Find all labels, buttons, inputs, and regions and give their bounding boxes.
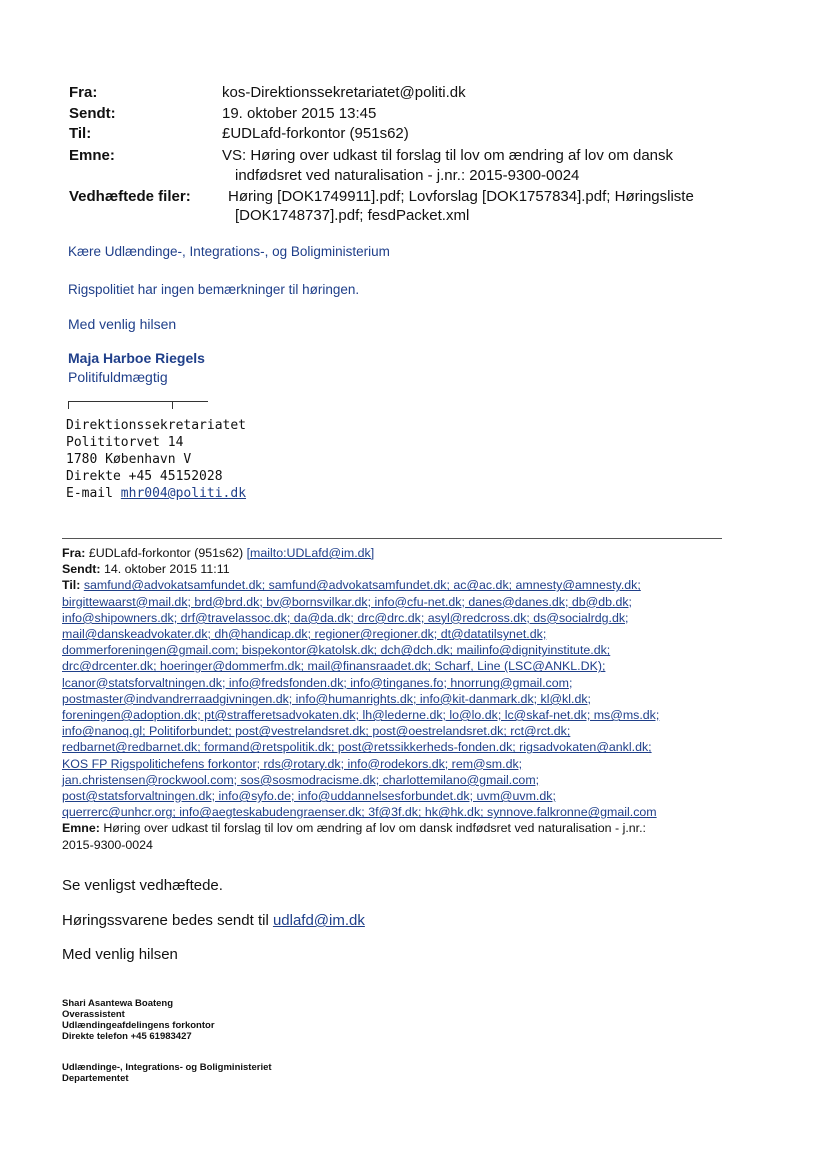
to-value: £UDLafd-forkontor (951s62) xyxy=(222,125,409,142)
fwd-sent-value: 14. oktober 2015 11:11 xyxy=(100,562,230,577)
fwd-sent-line xyxy=(62,561,762,577)
signature-rule-tick xyxy=(172,401,173,409)
message-line-1: Se venligst vedhæftede. xyxy=(62,877,223,894)
sender-email-link[interactable]: mhr004@politi.dk xyxy=(120,486,247,501)
signature-rule xyxy=(68,401,208,402)
reply-body: Rigspolitiet har ingen bemærkninger til høringen. xyxy=(68,282,360,297)
fwd-mailto-link[interactable]: [mailto:UDLafd@im.dk] xyxy=(246,546,375,560)
recipient-list-line[interactable]: lcanor@statsforvaltningen.dk; info@fredsfonden.dk; info@tinganes.fo; hnorrung@gmail.com; xyxy=(62,675,573,690)
attachments-label: Vedhæftede filer: xyxy=(69,188,191,205)
reply-greeting: Kære Udlændinge-, Integrations-, og Boligministerium xyxy=(68,244,390,259)
recipient-list-line[interactable]: samfund@advokatsamfundet.dk; samfund@advokatsamfundet.dk; ac@ac.dk; amnesty@amnesty.dk; xyxy=(83,578,641,593)
message-line-2 xyxy=(62,912,365,929)
attachments-line-2: [DOK1748737].pdf; fesdPacket.xml xyxy=(235,207,470,224)
sent-value: 19. oktober 2015 13:45 xyxy=(222,105,377,122)
response-email-link[interactable]: udlafd@im.dk xyxy=(272,912,365,929)
forward-separator xyxy=(62,538,722,539)
ministry-name: Udlændinge-, Integrations- og Boligministeriet xyxy=(62,1062,272,1073)
fwd-from-line xyxy=(62,545,762,561)
address-line: Direktionssekretariatet xyxy=(66,418,247,433)
recipient-list-line[interactable]: dommerforeningen@gmail.com; bispekontor@katolsk.dk; dch@dch.dk; mailinfo@dignityinstitute.dk; xyxy=(62,643,611,658)
recipient-list-line[interactable]: info@shipowners.dk; drf@travelassoc.dk; da@da.dk; drc@drc.dk; asyl@redcross.dk; ds@socialrdg.dk; xyxy=(62,610,629,625)
recipient-list-line[interactable]: foreningen@adoption.dk; pt@strafferetsadvokaten.dk; lh@lederne.dk; lo@lo.dk; lc@skaf-net.dk; ms@ms.dk; xyxy=(62,708,660,723)
signature-dept: Udlændingeafdelingens forkontor xyxy=(62,1020,215,1031)
address-line: 1780 København V xyxy=(66,452,192,467)
message-line-2-text: Høringssvarene bedes sendt til xyxy=(62,912,273,929)
address-line: Direkte +45 45152028 xyxy=(66,469,223,484)
ministry-unit: Departementet xyxy=(62,1073,129,1084)
signature-rule-tick xyxy=(68,401,69,409)
sender-name: Maja Harboe Riegels xyxy=(68,350,205,366)
fwd-from-label: Fra: xyxy=(62,546,86,560)
subject-line-1: VS: Høring over udkast til forslag til lov om ændring af lov om dansk xyxy=(222,147,674,164)
to-label: Til: xyxy=(69,125,92,142)
ministry-block xyxy=(62,1062,272,1084)
recipient-list-line[interactable]: mail@danskeadvokater.dk; dh@handicap.dk; regioner@regioner.dk; dt@datatilsynet.dk; xyxy=(62,627,547,642)
recipient-list-line[interactable]: postmaster@indvandrerraadgivningen.dk; info@humanrights.dk; info@kit-danmark.dk; kl@kl.dk; xyxy=(62,691,591,706)
signature-phone: Direkte telefon +45 61983427 xyxy=(62,1031,192,1042)
email-line xyxy=(66,485,246,502)
fwd-to-line xyxy=(62,577,762,593)
sent-label: Sendt: xyxy=(69,105,116,122)
recipient-list-line[interactable]: info@nanoq.gl; Politiforbundet; post@vestrelandsret.dk; post@oestrelandsret.dk; rct@rct.dk; xyxy=(62,724,571,739)
fwd-subject-value: Høring over udkast til forslag til lov om ændring af lov om dansk indfødsret ved naturalisation - j.nr.: xyxy=(99,821,646,836)
forwarded-header xyxy=(62,545,762,853)
fwd-subject-label: Emne: xyxy=(62,821,100,836)
fwd-from-value: £UDLafd-forkontor (951s62) xyxy=(88,546,247,560)
signature-block xyxy=(62,998,215,1042)
recipient-list-line[interactable]: drc@drcenter.dk; hoeringer@dommerfm.dk; mail@finansraadet.dk; Scharf, Line (LSC@ANKL.DK); xyxy=(62,659,606,674)
subject-line-2: indfødsret ved naturalisation - j.nr.: 2015-9300-0024 xyxy=(235,167,580,184)
recipient-list-line[interactable]: birgittewaarst@mail.dk; brd@brd.dk; bv@bornsvilkar.dk; info@cfu-net.dk; danes@danes.dk; db@db.dk; xyxy=(62,594,632,609)
fwd-to-label: Til: xyxy=(62,578,81,593)
message-closing: Med venlig hilsen xyxy=(62,946,178,963)
fwd-subject-line xyxy=(62,820,762,836)
reply-closing: Med venlig hilsen xyxy=(68,316,177,332)
signature-name: Shari Asantewa Boateng xyxy=(62,998,174,1009)
from-label: Fra: xyxy=(69,84,98,101)
fwd-sent-label: Sendt: xyxy=(62,562,101,577)
recipient-list-line[interactable]: redbarnet@redbarnet.dk; formand@retspolitik.dk; post@retssikkerheds-fonden.dk; rigsadvokaten@ankl.dk; xyxy=(62,740,652,755)
recipient-list-line[interactable]: KOS FP Rigspolitichefens forkontor; rds@rotary.dk; info@rodekors.dk; rem@sm.dk; xyxy=(62,756,523,771)
signature-title: Overassistent xyxy=(62,1009,125,1020)
fwd-subject-line-2: 2015-9300-0024 xyxy=(62,837,153,852)
subject-label: Emne: xyxy=(69,147,115,164)
recipient-list-line[interactable]: querrerc@unhcr.org; info@aegteskabudengraenser.dk; 3f@3f.dk; hk@hk.dk; synnove.falkronne@gmail.com xyxy=(62,805,657,820)
sender-address xyxy=(66,417,246,502)
recipient-list-line[interactable]: post@statsforvaltningen.dk; info@syfo.de; info@uddannelsesforbundet.dk; uvm@uvm.dk; xyxy=(62,789,556,804)
email-label: E-mail xyxy=(66,486,121,501)
address-line: Polititorvet 14 xyxy=(66,435,184,450)
sender-title: Politifuldmægtig xyxy=(68,369,168,385)
recipient-list-line[interactable]: jan.christensen@rockwool.com; sos@sosmodracisme.dk; charlottemilano@gmail.com; xyxy=(62,772,540,787)
from-value: kos-Direktionssekretariatet@politi.dk xyxy=(222,84,466,101)
attachments-line-1: Høring [DOK1749911].pdf; Lovforslag [DOK1757834].pdf; Høringsliste xyxy=(228,188,694,205)
